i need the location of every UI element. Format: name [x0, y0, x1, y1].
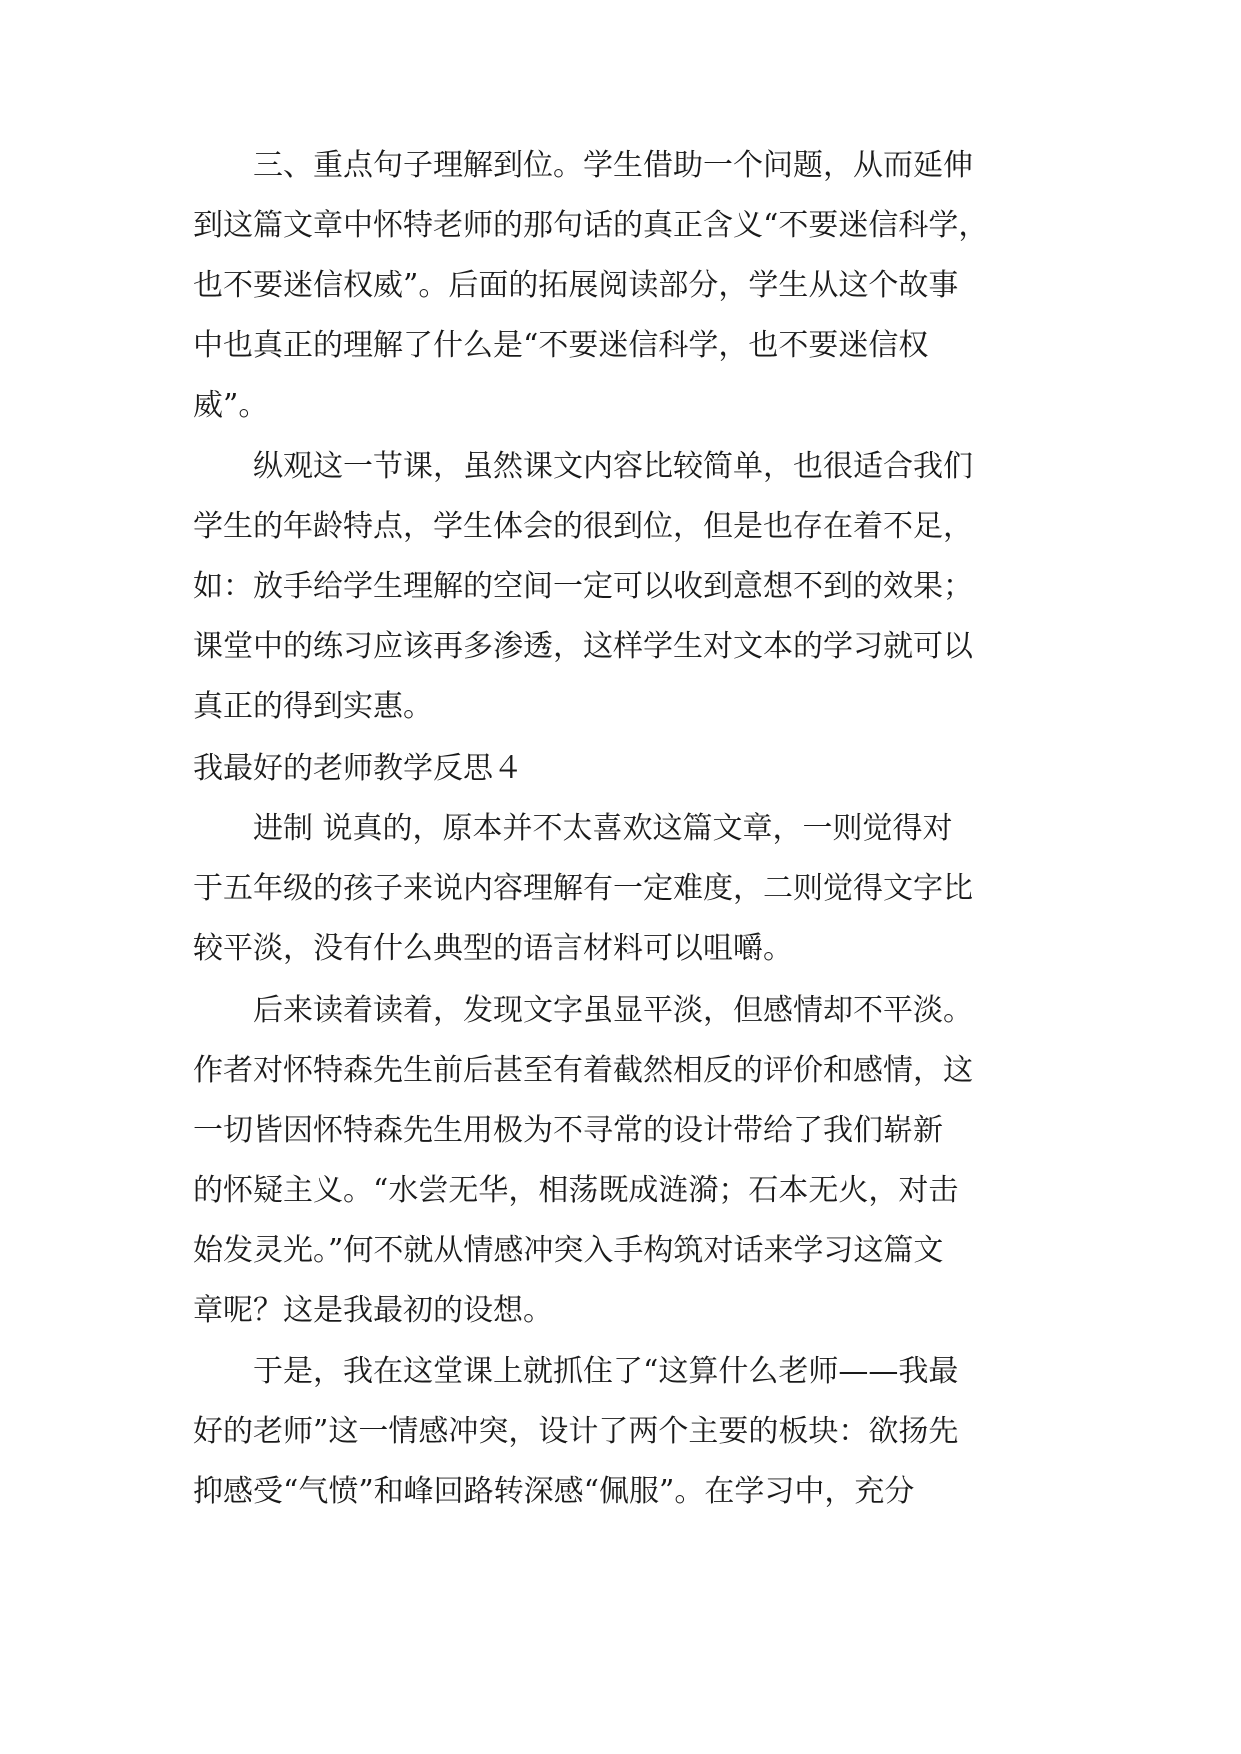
text-line: 的怀疑主义。“水尝无华，相荡既成涟漪；石本无火，对击 — [193, 1173, 959, 1208]
text-line: 好的老师”这一情感冲突，设计了两个主要的板块：欲扬先 — [193, 1414, 959, 1449]
text-line: 也不要迷信权威”。后面的拓展阅读部分，学生从这个故事 — [193, 268, 959, 303]
text-line: 学生的年龄特点，学生体会的很到位，但是也存在着不足， — [193, 509, 973, 544]
text-line: 较平淡，没有什么典型的语言材料可以咀嚼。 — [193, 931, 793, 966]
paragraph-lesson-design — [193, 1342, 1073, 1522]
section-title-text: 我最好的老师教学反思４ — [193, 751, 523, 786]
text-line: 真正的得到实惠。 — [193, 689, 433, 724]
section-title — [193, 739, 1073, 799]
paragraph-first-impression — [193, 799, 1073, 979]
text-line: 于是，我在这堂课上就抓住了“这算什么老师——我最 — [253, 1354, 959, 1389]
text-line: 章呢？这是我最初的设想。 — [193, 1293, 553, 1328]
paragraph-key-sentences — [193, 136, 1073, 436]
text-line: 如：放手给学生理解的空间一定可以收到意想不到的效果； — [193, 569, 973, 604]
text-line: 作者对怀特森先生前后甚至有着截然相反的评价和感情，这 — [193, 1053, 973, 1088]
text-line: 抑感受“气愤”和峰回路转深感“佩服”。在学习中，充分 — [193, 1474, 915, 1509]
text-line: 威”。 — [193, 388, 269, 423]
paragraph-lesson-overview — [193, 437, 1073, 737]
text-line: 始发灵光。”何不就从情感冲突入手构筑对话来学习这篇文 — [193, 1233, 944, 1268]
text-line: 于五年级的孩子来说内容理解有一定难度，二则觉得文字比 — [193, 871, 973, 906]
text-line: 纵观这一节课，虽然课文内容比较简单，也很适合我们 — [253, 449, 973, 484]
text-line: 后来读着读着，发现文字虽显平淡，但感情却不平淡。 — [253, 993, 973, 1028]
text-line: 进制 说真的，原本并不太喜欢这篇文章，一则觉得对 — [253, 811, 953, 846]
paragraph-reading-reflection — [193, 981, 1073, 1341]
text-line: 到这篇文章中怀特老师的那句话的真正含义“不要迷信科学， — [193, 208, 989, 243]
text-line: 三、重点句子理解到位。学生借助一个问题，从而延伸 — [253, 148, 973, 183]
text-line: 课堂中的练习应该再多渗透，这样学生对文本的学习就可以 — [193, 629, 973, 664]
text-line: 一切皆因怀特森先生用极为不寻常的设计带给了我们崭新 — [193, 1113, 943, 1148]
text-line: 中也真正的理解了什么是“不要迷信科学，也不要迷信权 — [193, 328, 929, 363]
